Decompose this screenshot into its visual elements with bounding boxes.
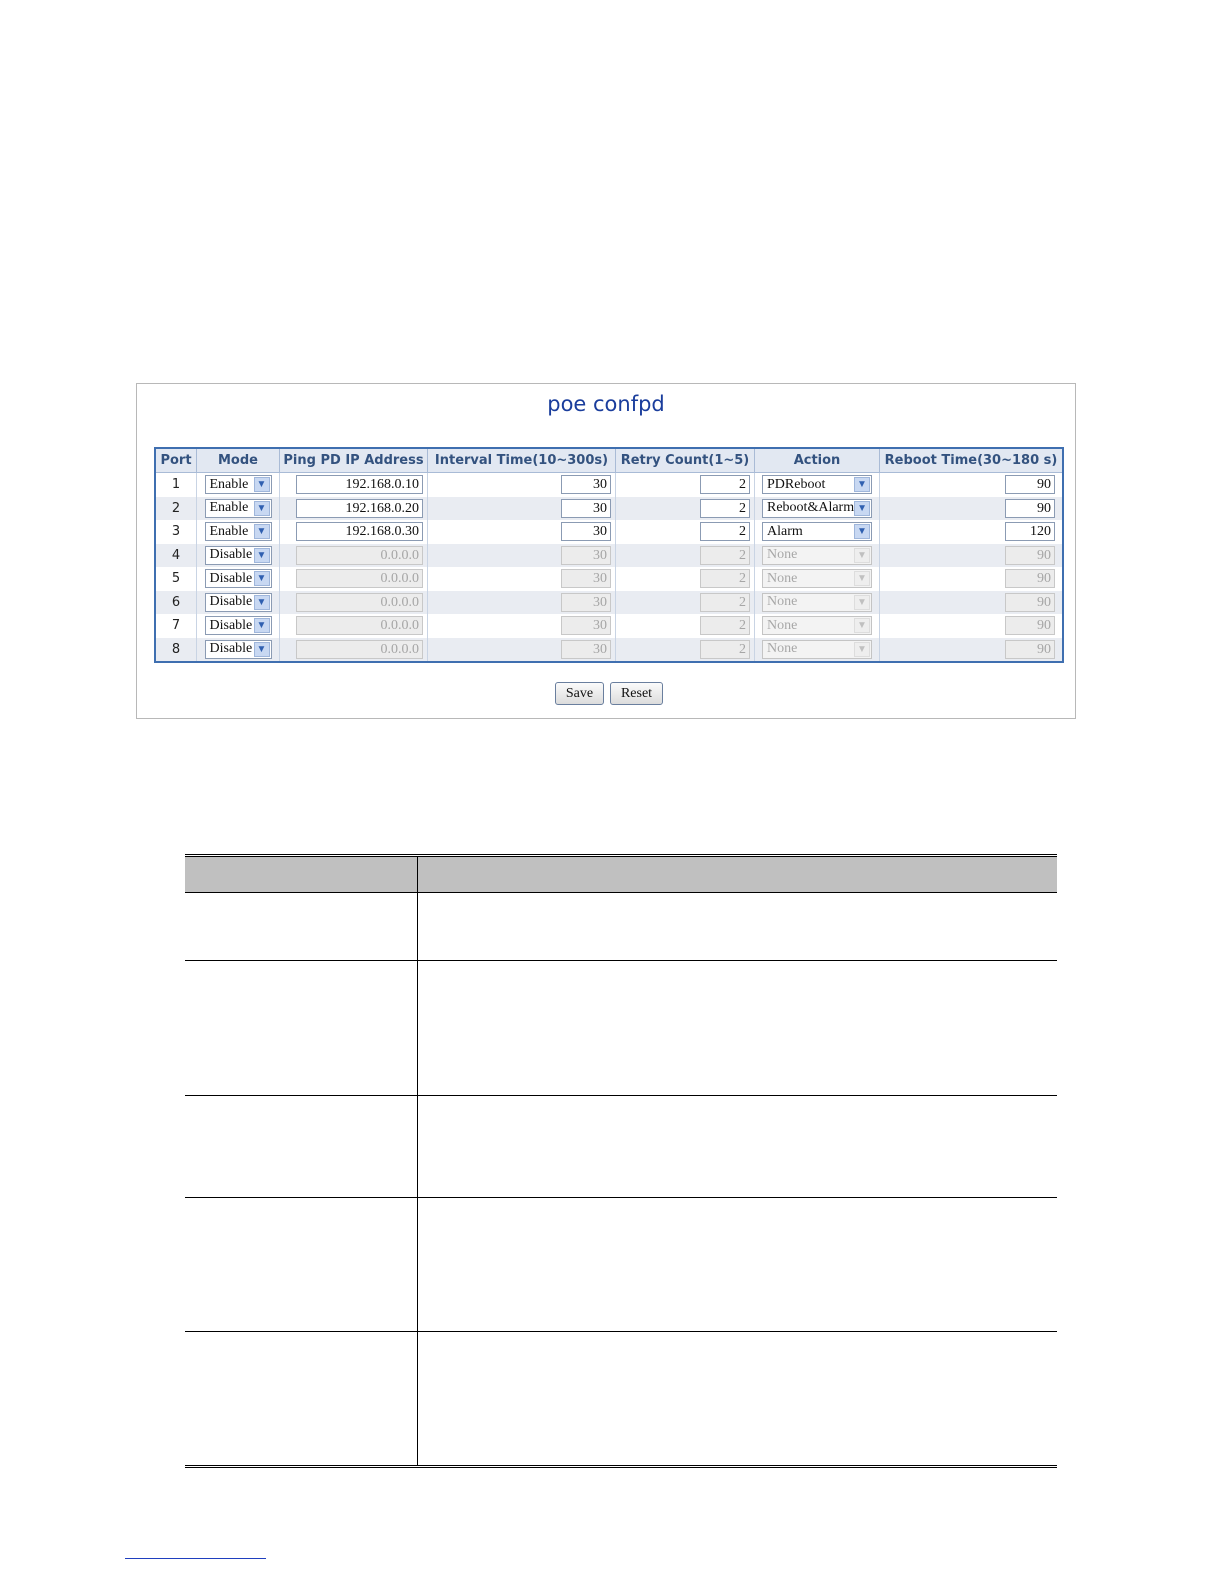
chevron-down-icon: ▼ [254, 618, 270, 633]
retry-input[interactable]: 2 [700, 569, 750, 588]
retry-input[interactable]: 2 [700, 475, 750, 494]
ping-ip-input[interactable]: 192.168.0.20 [296, 499, 423, 518]
interval-input[interactable]: 30 [561, 616, 611, 635]
ping-ip-input[interactable]: 192.168.0.30 [296, 522, 423, 541]
description-header-description [418, 856, 1058, 893]
ping-ip-input[interactable]: 0.0.0.0 [296, 640, 423, 659]
poe-confpd-panel [136, 383, 1076, 719]
description-row [185, 893, 1057, 961]
chevron-down-icon: ▼ [254, 642, 270, 657]
table-row [155, 567, 1063, 591]
description-header-object [185, 856, 418, 893]
mode-value: Disable [209, 547, 253, 563]
description-table [185, 854, 1057, 1468]
mode-value: Disable [209, 617, 253, 633]
ping-ip-input[interactable]: 0.0.0.0 [296, 593, 423, 612]
table-row [155, 473, 1063, 497]
description-row [185, 1332, 1057, 1467]
reboot-time-input[interactable]: 90 [1005, 475, 1055, 494]
reboot-time-input[interactable]: 90 [1005, 616, 1055, 635]
ping-ip-input[interactable]: 0.0.0.0 [296, 546, 423, 565]
port-number: 5 [155, 567, 197, 591]
interval-input[interactable]: 30 [561, 546, 611, 565]
action-value: None [767, 617, 798, 633]
mode-value: Enable [209, 500, 249, 516]
chevron-down-icon: ▼ [854, 477, 870, 492]
action-select[interactable] [762, 569, 872, 588]
retry-input[interactable]: 2 [700, 593, 750, 612]
port-number: 1 [155, 473, 197, 497]
chevron-down-icon: ▼ [854, 548, 870, 563]
action-value: None [767, 547, 798, 563]
col-header-port: Port [155, 448, 197, 473]
col-header-mode: Mode [197, 448, 280, 473]
retry-input[interactable]: 2 [700, 499, 750, 518]
reboot-time-input[interactable]: 90 [1005, 593, 1055, 612]
mode-select[interactable] [205, 499, 272, 518]
mode-value: Disable [209, 594, 253, 610]
mode-select[interactable] [205, 593, 272, 612]
action-select[interactable] [762, 616, 872, 635]
col-header-reboot: Reboot Time(30~180 s) [880, 448, 1064, 473]
action-select[interactable] [762, 475, 872, 494]
chevron-down-icon: ▼ [254, 524, 270, 539]
action-select[interactable] [762, 593, 872, 612]
interval-input[interactable]: 30 [561, 475, 611, 494]
action-select[interactable] [762, 640, 872, 659]
reboot-time-input[interactable]: 90 [1005, 499, 1055, 518]
chevron-down-icon: ▼ [854, 595, 870, 610]
mode-select[interactable] [205, 475, 272, 494]
col-header-retry: Retry Count(1~5) [616, 448, 755, 473]
port-number: 6 [155, 591, 197, 615]
mode-select[interactable] [205, 569, 272, 588]
mode-value: Enable [209, 523, 249, 539]
action-value: Reboot&Alarm [767, 500, 855, 516]
chevron-down-icon: ▼ [254, 571, 270, 586]
chevron-down-icon: ▼ [854, 524, 870, 539]
ping-ip-input[interactable]: 0.0.0.0 [296, 616, 423, 635]
reboot-time-input[interactable]: 90 [1005, 546, 1055, 565]
mode-select[interactable] [205, 616, 272, 635]
interval-input[interactable]: 30 [561, 499, 611, 518]
ping-ip-input[interactable]: 192.168.0.10 [296, 475, 423, 494]
chevron-down-icon: ▼ [254, 595, 270, 610]
action-value: None [767, 594, 798, 610]
port-number: 4 [155, 544, 197, 568]
action-select[interactable] [762, 546, 872, 565]
table-row [155, 520, 1063, 544]
reboot-time-input[interactable]: 90 [1005, 640, 1055, 659]
action-value: PDReboot [767, 476, 826, 492]
action-select[interactable] [762, 499, 872, 518]
table-row [155, 497, 1063, 521]
interval-input[interactable]: 30 [561, 569, 611, 588]
port-number: 2 [155, 497, 197, 521]
table-row [155, 614, 1063, 638]
retry-input[interactable]: 2 [700, 546, 750, 565]
col-header-action: Action [755, 448, 880, 473]
reset-button[interactable]: Reset [610, 682, 663, 705]
interval-input[interactable]: 30 [561, 593, 611, 612]
col-header-ip: Ping PD IP Address [280, 448, 428, 473]
page-title: poe confpd [547, 392, 665, 416]
description-row [185, 1096, 1057, 1198]
action-value: None [767, 570, 798, 586]
retry-input[interactable]: 2 [700, 640, 750, 659]
footer-link-underline [125, 1558, 266, 1559]
col-header-interval: Interval Time(10~300s) [428, 448, 616, 473]
mode-value: Disable [209, 570, 253, 586]
chevron-down-icon: ▼ [854, 501, 870, 516]
mode-value: Disable [209, 641, 253, 657]
description-row [185, 1198, 1057, 1332]
mode-select[interactable] [205, 522, 272, 541]
mode-select[interactable] [205, 640, 272, 659]
action-select[interactable] [762, 522, 872, 541]
chevron-down-icon: ▼ [854, 571, 870, 586]
chevron-down-icon: ▼ [254, 548, 270, 563]
mode-value: Enable [209, 476, 249, 492]
action-value: None [767, 641, 798, 657]
port-number: 3 [155, 520, 197, 544]
description-row [185, 961, 1057, 1096]
mode-select[interactable] [205, 546, 272, 565]
reboot-time-input[interactable]: 120 [1005, 522, 1055, 541]
retry-input[interactable]: 2 [700, 616, 750, 635]
chevron-down-icon: ▼ [254, 477, 270, 492]
port-number: 7 [155, 614, 197, 638]
table-row [155, 591, 1063, 615]
interval-input[interactable]: 30 [561, 522, 611, 541]
action-value: Alarm [767, 523, 803, 539]
config-table-body [155, 473, 1063, 663]
header-row [155, 448, 1063, 473]
reboot-time-input[interactable]: 90 [1005, 569, 1055, 588]
table-row [155, 544, 1063, 568]
ping-ip-input[interactable]: 0.0.0.0 [296, 569, 423, 588]
description-header-row [185, 856, 1057, 893]
save-button[interactable]: Save [555, 682, 604, 705]
port-number: 8 [155, 638, 197, 663]
chevron-down-icon: ▼ [854, 642, 870, 657]
interval-input[interactable]: 30 [561, 640, 611, 659]
chevron-down-icon: ▼ [254, 501, 270, 516]
config-table [154, 447, 1064, 663]
chevron-down-icon: ▼ [854, 618, 870, 633]
table-row [155, 638, 1063, 663]
retry-input[interactable]: 2 [700, 522, 750, 541]
